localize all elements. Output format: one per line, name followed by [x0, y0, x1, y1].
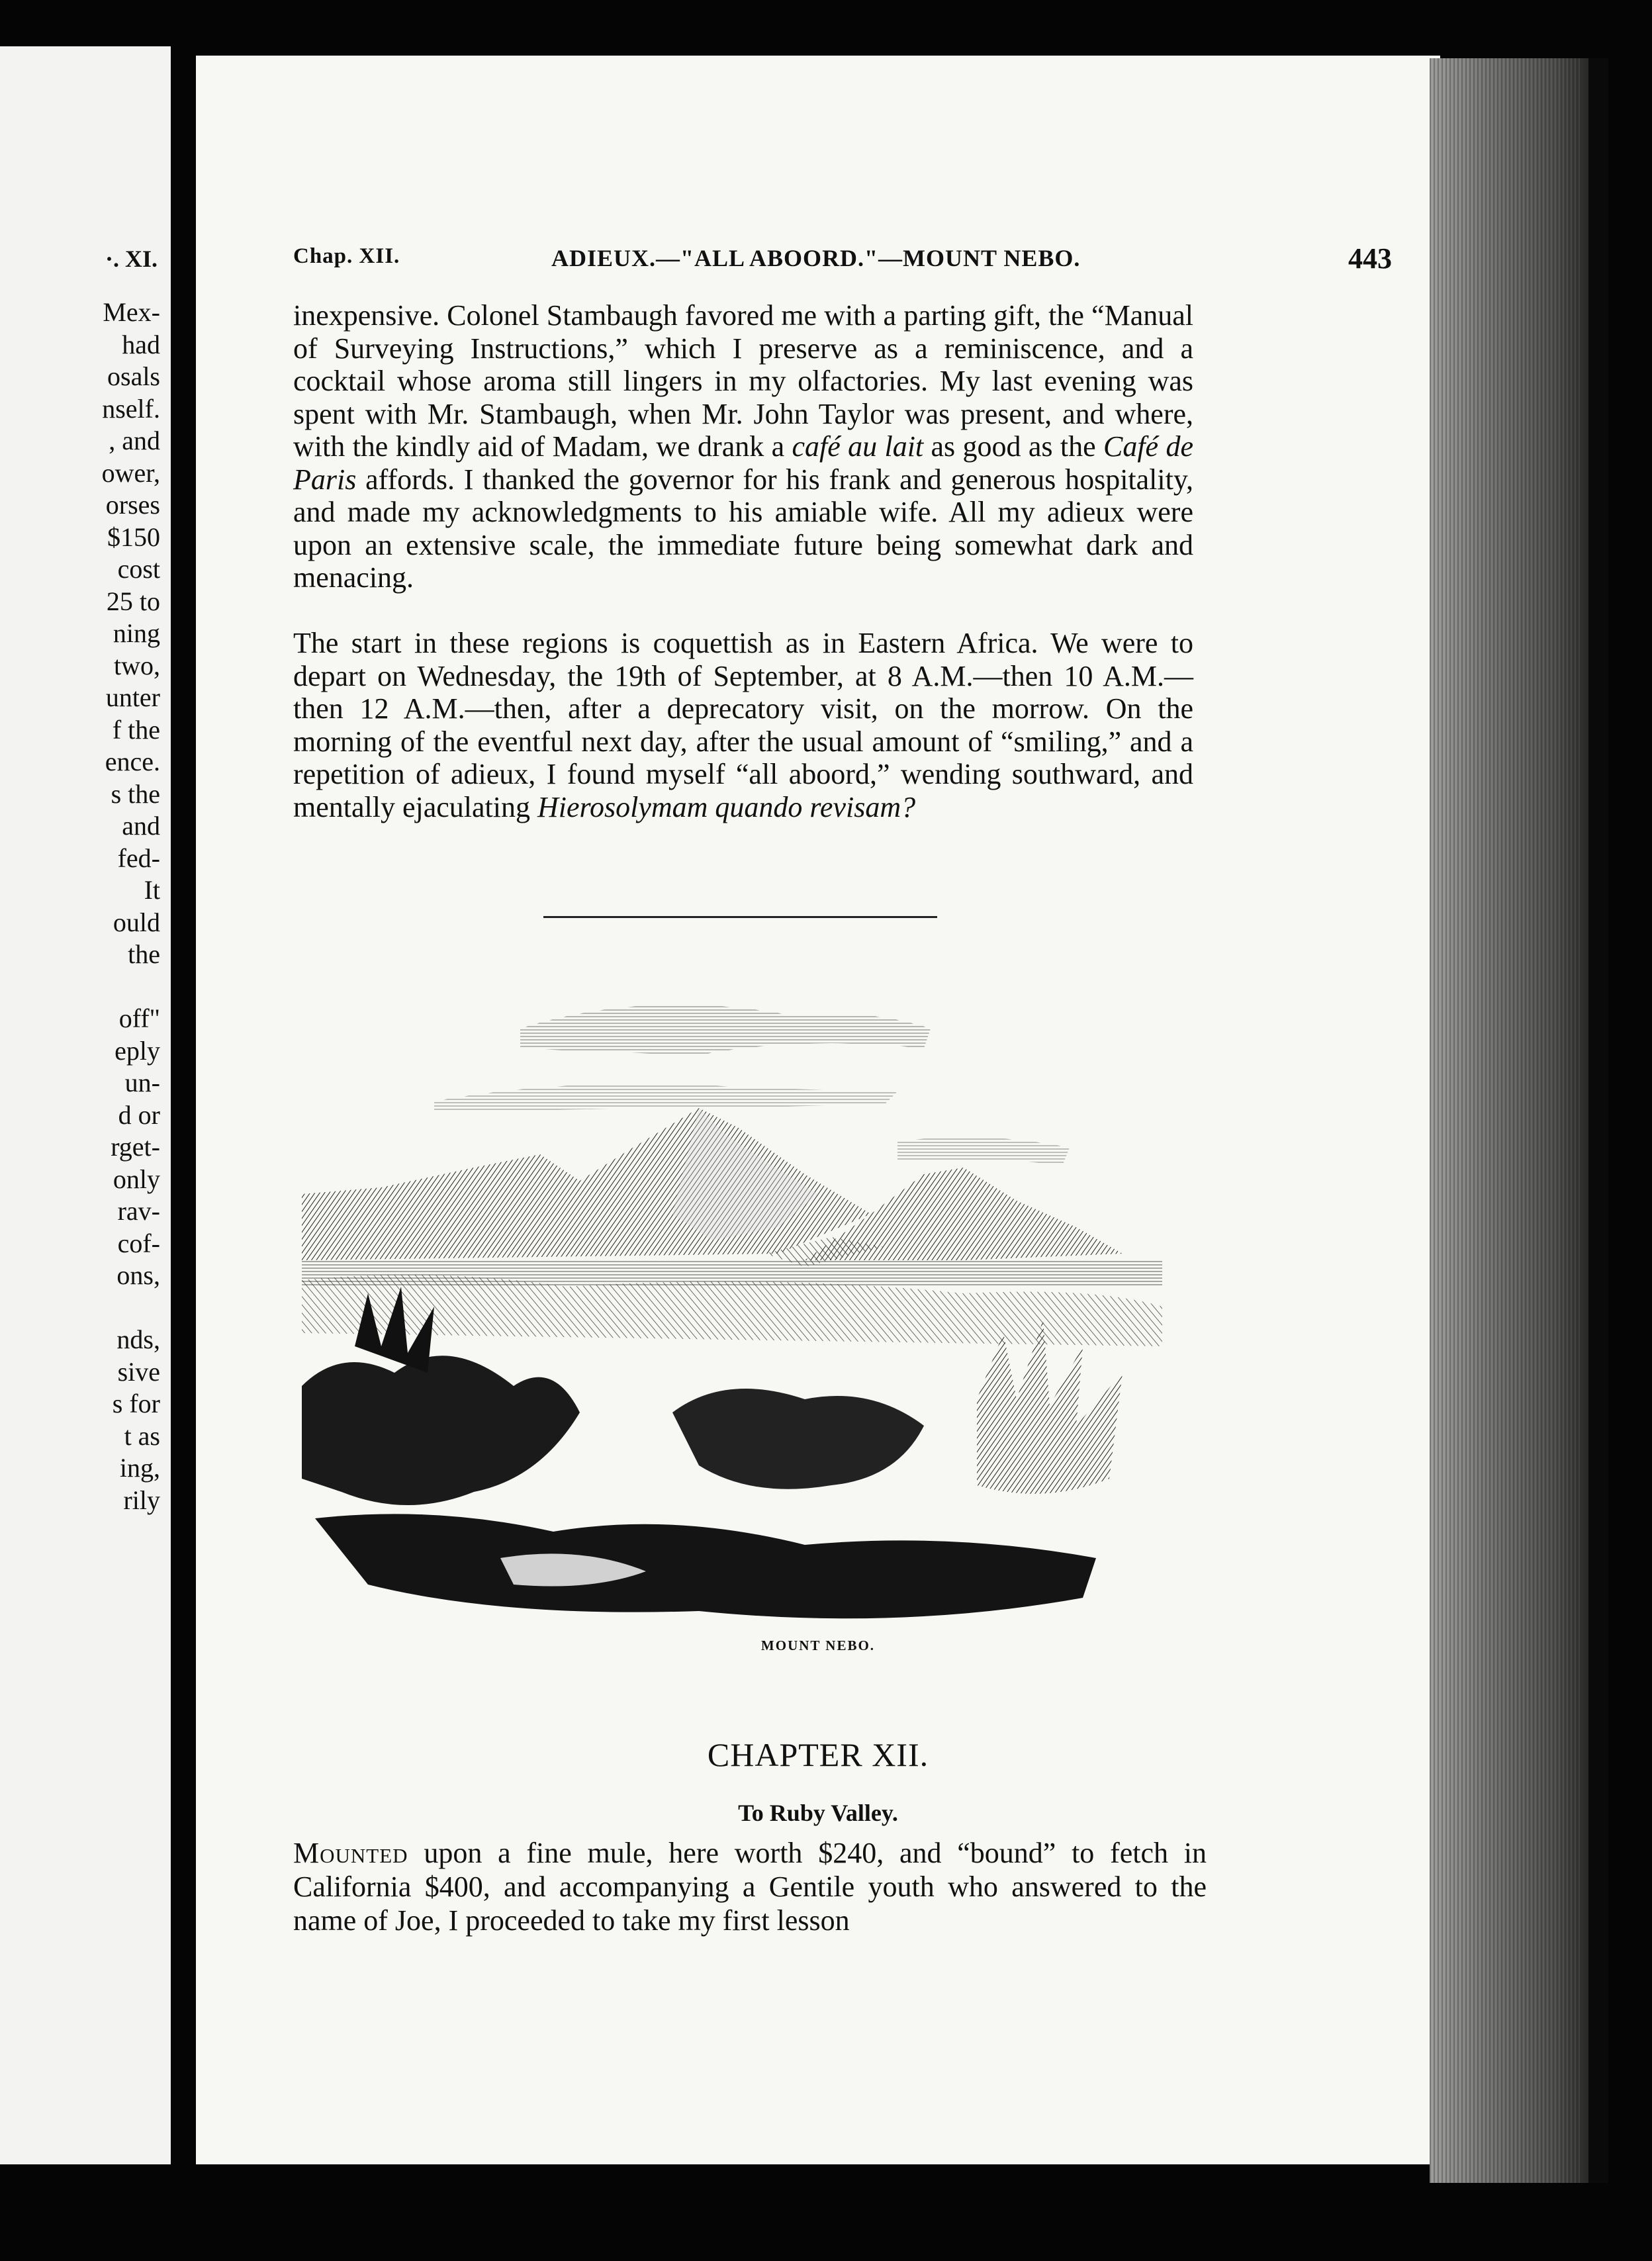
paragraph-1-italic-cafe-au-lait: café au lait	[792, 430, 924, 463]
left-page-line: It	[144, 875, 160, 905]
left-page-line: s for	[112, 1389, 160, 1418]
figure-caption: MOUNT NEBO.	[760, 1638, 876, 1653]
left-page-header: ·. XI.	[105, 246, 158, 272]
left-page-line: , and	[109, 426, 160, 455]
left-page-line: un-	[124, 1068, 160, 1097]
left-page-line: cost	[117, 554, 160, 584]
left-page-line: $150	[107, 522, 160, 552]
left-page-line: orses	[105, 490, 160, 520]
left-page-line: ning	[113, 618, 160, 648]
left-page-line: nself.	[102, 393, 160, 424]
left-page-line: f the	[112, 714, 160, 745]
chapter-heading: CHAPTER XII.	[707, 1736, 929, 1773]
left-page-line: had	[122, 329, 160, 359]
paragraph-2-italic-quote: Hierosolymam quando revisam?	[537, 790, 916, 823]
paragraph-2-text: The start in these regions is coquettish as in Eastern Africa. We were to depart on Wednesday, the 19th of September, at 8 A.M.—then 10 A.M.—then 12 A.M.—then, after a deprecatory visit, on the morrow. On the morning of the eventful next day, after the usual amount of “smiling,” and a repetition of adieux, I found myself “all aboord,” wending southward, and mentally ejaculating	[293, 627, 1193, 823]
left-page-line: ower,	[101, 457, 160, 488]
left-page-line: fed-	[117, 843, 160, 873]
paragraph-1-text-b: as good as the	[923, 430, 1103, 463]
left-page-line: osals	[107, 361, 160, 391]
section-divider-rule	[543, 916, 937, 918]
left-page-line: only	[113, 1164, 160, 1194]
left-page-line: two,	[114, 650, 160, 680]
running-head-chapter: Chap. XII.	[293, 244, 400, 268]
left-facing-page	[0, 46, 171, 2164]
paragraph-3	[293, 1836, 1207, 1937]
left-page-line: rily	[123, 1485, 160, 1515]
main-page	[196, 56, 1440, 2164]
mount-nebo-engraving	[302, 976, 1189, 1638]
book-page-edges	[1430, 58, 1608, 2183]
running-head	[293, 239, 1392, 279]
left-page-line: rav-	[117, 1196, 160, 1226]
paragraph-1-italic-cafe-de-paris: Café de Paris	[293, 430, 1193, 496]
page-number: 443	[1348, 242, 1392, 275]
running-head-title: ADIEUX.—"ALL ABOORD."—MOUNT NEBO.	[551, 245, 1081, 271]
left-page-line: 25 to	[106, 586, 160, 616]
left-page-line: and	[122, 811, 160, 841]
left-page-line: rget-	[111, 1132, 160, 1162]
left-page-line: t as	[124, 1420, 160, 1451]
left-page-line: nds,	[116, 1324, 160, 1354]
left-page-line: ing,	[119, 1453, 160, 1483]
left-page-line: the	[128, 939, 160, 969]
paragraph-3-lead-word: Mounted	[293, 1837, 408, 1869]
left-page-line: ould	[113, 907, 160, 937]
left-page-line: unter	[105, 682, 160, 712]
left-page-line: sive	[117, 1356, 160, 1387]
paragraph-3-text: upon a fine mule, here worth $240, and “bound” to fetch in California $400, and accompanying a Gentile youth who answered to the name of Joe, I proceeded to take my first lesson	[293, 1837, 1207, 1937]
paragraph-1	[293, 299, 1193, 594]
paragraph-1-text-c: affords. I thanked the governor for his frank and generous hospitality, and made my acknowledgments to his amiable wife. All my adieux were upon an extensive scale, the immediate future being somewhat dark and menacing.	[293, 463, 1193, 594]
left-page-line: s the	[111, 778, 160, 809]
left-page-line: Mex-	[103, 297, 160, 327]
left-page-line: ons,	[116, 1260, 160, 1290]
left-page-line: ence.	[105, 747, 160, 776]
left-page-line: eply	[115, 1035, 160, 1066]
left-page-line: cof-	[117, 1228, 160, 1258]
left-page-line: off"	[118, 1003, 160, 1033]
paragraph-1-text-a: inexpensive. Colonel Stambaugh favored me with a parting gift, the “Manual of Surveying Instructions,” which I preserve as a reminiscence, and a cocktail whose aroma still lingers in my olfactories. My last evening was spent with Mr. Stambaugh, when Mr. John Taylor was present, and where, with the kindly aid of Madam, we drank a	[293, 299, 1193, 463]
chapter-subtitle: To Ruby Valley.	[738, 1800, 898, 1826]
paragraph-2	[293, 627, 1193, 823]
left-page-line: d or	[118, 1099, 160, 1130]
